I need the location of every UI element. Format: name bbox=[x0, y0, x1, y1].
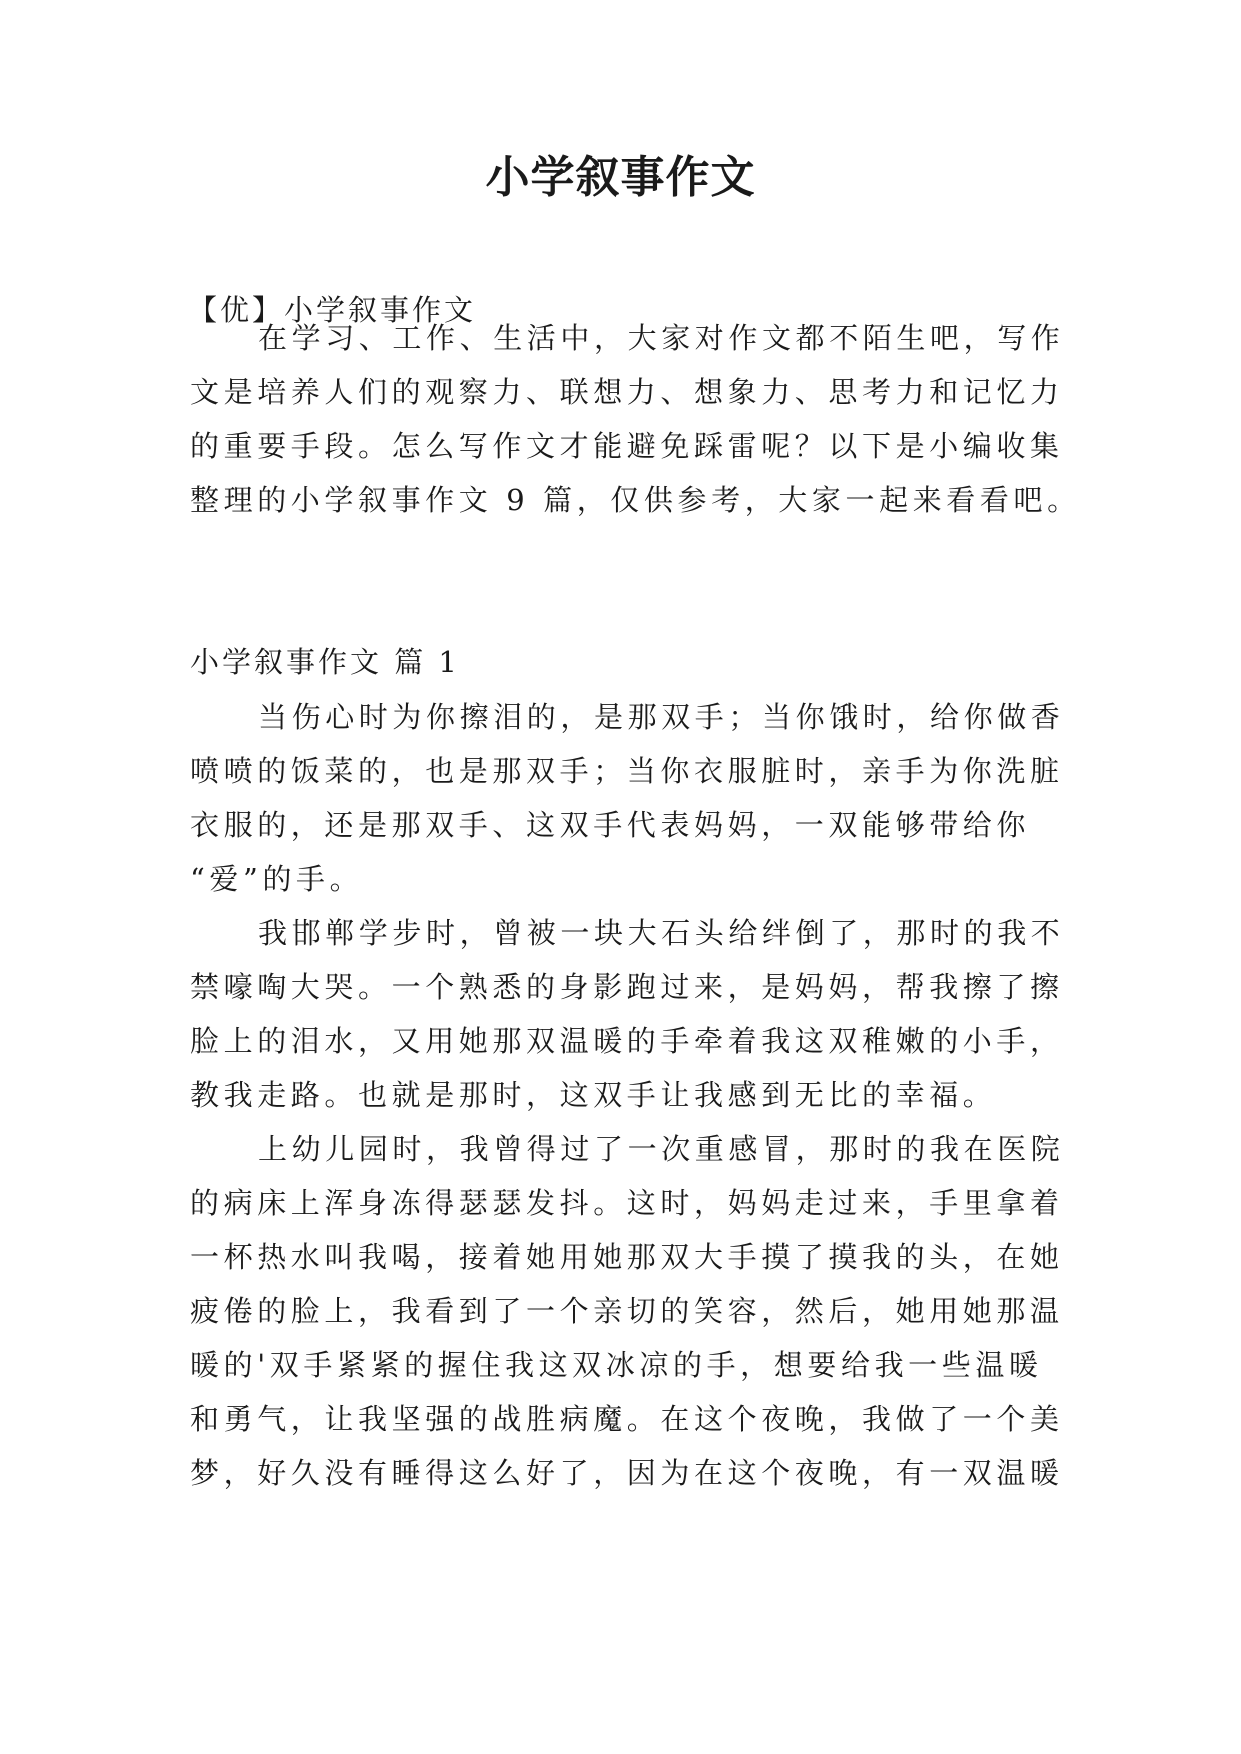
body-line: 禁嚎啕大哭。一个熟悉的身影跑过来，是妈妈，帮我擦了擦 bbox=[190, 970, 1064, 1004]
body-line: 喷喷的饭菜的，也是那双手；当你衣服脏时，亲手为你洗脏 bbox=[190, 754, 1064, 788]
body-line: 教我走路。也就是那时，这双手让我感到无比的幸福。 bbox=[190, 1078, 997, 1112]
document-subtitle: 【优】小学叙事作文 bbox=[188, 293, 477, 327]
section-heading: 小学叙事作文 篇 1 bbox=[190, 645, 460, 679]
body-line: 的病床上浑身冻得瑟瑟发抖。这时，妈妈走过来，手里拿着 bbox=[190, 1186, 1064, 1220]
intro-line: 的重要手段。怎么写作文才能避免踩雷呢？以下是小编收集 bbox=[190, 429, 1064, 463]
intro-line: 文是培养人们的观察力、联想力、想象力、思考力和记忆力 bbox=[190, 375, 1064, 409]
intro-line: 整理的小学叙事作文 9 篇，仅供参考，大家一起来看看吧。 bbox=[190, 483, 1081, 517]
body-line: 脸上的泪水，又用她那双温暖的手牵着我这双稚嫩的小手， bbox=[190, 1024, 1064, 1058]
body-line: “爱”的手。 bbox=[190, 862, 364, 896]
body-line: 暖的'双手紧紧的握住我这双冰凉的手，想要给我一些温暖 bbox=[190, 1348, 1043, 1382]
body-line: 梦，好久没有睡得这么好了，因为在这个夜晚，有一双温暖 bbox=[190, 1456, 1064, 1490]
body-line: 上幼儿园时，我曾得过了一次重感冒，那时的我在医院 bbox=[258, 1132, 1065, 1166]
document-title: 小学叙事作文 bbox=[485, 152, 756, 203]
body-line: 和勇气，让我坚强的战胜病魔。在这个夜晚，我做了一个美 bbox=[190, 1402, 1064, 1436]
intro-line: 在学习、工作、生活中，大家对作文都不陌生吧，写作 bbox=[258, 321, 1065, 355]
body-line: 疲倦的脸上，我看到了一个亲切的笑容，然后，她用她那温 bbox=[190, 1294, 1064, 1328]
body-line: 当伤心时为你擦泪的，是那双手；当你饿时，给你做香 bbox=[258, 700, 1065, 734]
body-line: 一杯热水叫我喝，接着她用她那双大手摸了摸我的头，在她 bbox=[190, 1240, 1064, 1274]
body-line: 衣服的，还是那双手、这双手代表妈妈，一双能够带给你 bbox=[190, 808, 1031, 842]
body-line: 我邯郸学步时，曾被一块大石头给绊倒了，那时的我不 bbox=[258, 916, 1065, 950]
